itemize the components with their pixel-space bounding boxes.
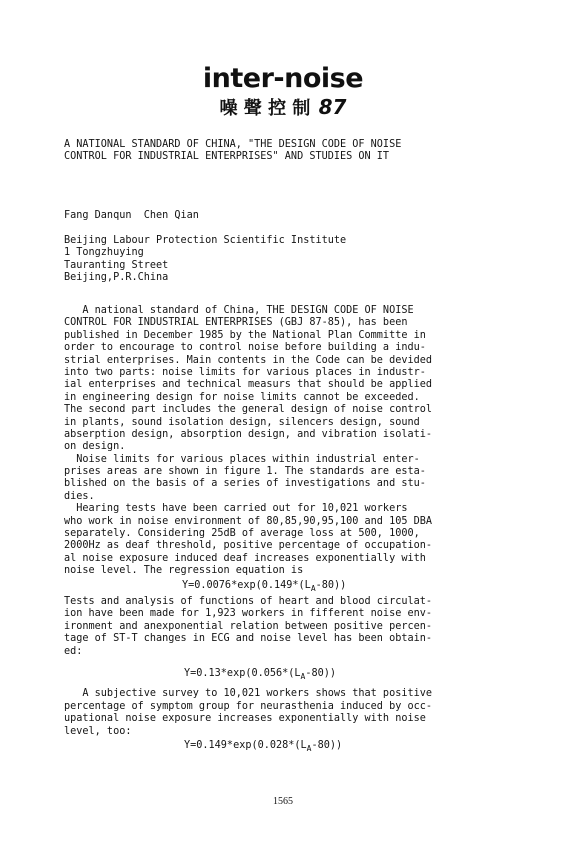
inter-noise-wordmark: inter-noise — [202, 63, 364, 94]
text-line: upational noise exposure increases exponentially with noise — [64, 713, 426, 725]
text-line: noise level. The regression equation is — [64, 565, 304, 577]
equation-right: -80)) — [315, 579, 347, 591]
affiliation-line: Beijing,P.R.China — [64, 272, 169, 284]
page-number: 1565 — [273, 796, 293, 807]
text-line: CONTROL FOR INDUSTRIAL ENTERPRISES (GBJ 87-85), has been — [64, 317, 408, 329]
affiliation-line: Beijing Labour Protection Scientific Institute — [64, 235, 347, 246]
paper-title: A NATIONAL STANDARD OF CHINA, "THE DESIGN CODE OF NOISE CONTROL FOR INDUSTRIAL ENTERPRISES" AND STUDIES ON IT — [64, 139, 402, 163]
equation-hearing-loss — [64, 580, 524, 592]
text-line: in plants, sound isolation design, silencers design, sound — [64, 416, 420, 428]
equation-ecg — [64, 668, 524, 680]
text-line: who work in noise environment of 80,85,90,95,100 and 105 DBA — [64, 515, 433, 527]
text-line: The second part includes the general design of noise control — [64, 404, 433, 416]
paragraph-1 — [64, 305, 524, 454]
equation-subscript: A — [306, 743, 312, 753]
text-line: separately. Considering 25dB of average loss at 500, 1000, — [64, 528, 420, 540]
text-line: level, too: — [64, 725, 132, 737]
text-line: ironment and anexponential relation between positive percen- — [64, 620, 433, 632]
text-line: abserption design, absorption design, and vibration isolati- — [64, 428, 433, 440]
equation-right: -80)) — [305, 667, 337, 679]
equation-left: Y=0.149*exp(0.028*(L — [184, 739, 307, 751]
authors: Fang Danqun Chen Qian — [64, 210, 199, 221]
affiliation — [64, 235, 346, 285]
text-line: on design. — [64, 441, 126, 453]
conference-logo — [0, 64, 566, 120]
text-line: tage of ST-T changes in ECG and noise level has been obtain- — [64, 633, 433, 645]
text-line: A subjective survey to 10,021 workers shows that positive — [64, 688, 433, 700]
text-line: ion have been made for 1,923 workers in fifferent noise env- — [64, 608, 433, 620]
equation-left: Y=0.0076*exp(0.149*(L — [182, 579, 311, 591]
logo-year: 87 — [318, 95, 347, 119]
text-line: strial enterprises. Main contents in the Code can be devided — [64, 354, 433, 366]
text-line: published in December 1985 by the National Plan Committe in — [64, 329, 426, 341]
equation-right: -80)) — [311, 739, 343, 751]
text-line: prises areas are shown in figure 1. The standards are esta- — [64, 466, 426, 478]
equation-left: Y=0.13*exp(0.056*(L — [184, 667, 301, 679]
affiliation-line: Tauranting Street — [64, 259, 169, 271]
equation-subscript: A — [310, 583, 316, 593]
text-line: into two parts: noise limits for various places in industr- — [64, 366, 426, 378]
paragraph-4 — [64, 596, 524, 658]
text-line: A national standard of China, THE DESIGN CODE OF NOISE — [64, 305, 414, 316]
text-line: in engineering design for noise limits cannot be exceeded. — [64, 391, 420, 403]
affiliation-line: 1 Tongzhuying — [64, 247, 144, 259]
text-line: Hearing tests have been carried out for 10,021 workers — [64, 503, 408, 515]
paper-body — [64, 305, 524, 752]
paragraph-5 — [64, 688, 524, 738]
text-line: 2000Hz as deaf threshold, positive percentage of occupation- — [64, 540, 433, 552]
logo-subtitle — [0, 96, 566, 120]
text-line: Tests and analysis of functions of heart and blood circulat- — [64, 595, 433, 607]
logo-cjk-text: 噪 聲 控 制 — [219, 98, 311, 119]
text-line: ial enterprises and technical measurs that should be applied — [64, 379, 433, 391]
equation-subscript: A — [300, 671, 306, 681]
text-line: blished on the basis of a series of investigations and stu- — [64, 478, 426, 490]
paragraph-2 — [64, 454, 524, 504]
text-line: order to encourage to control noise before building a indu- — [64, 342, 426, 354]
text-line: dies. — [64, 490, 95, 502]
text-line: ed: — [64, 645, 83, 657]
text-line: Noise limits for various places within industrial enter- — [64, 453, 420, 465]
text-line: al noise exposure induced deaf increases exponentially with — [64, 552, 426, 564]
text-line: percentage of symptom group for neurasthenia induced by occ- — [64, 700, 433, 712]
paragraph-3 — [64, 503, 524, 577]
equation-neurasthenia — [64, 740, 524, 752]
